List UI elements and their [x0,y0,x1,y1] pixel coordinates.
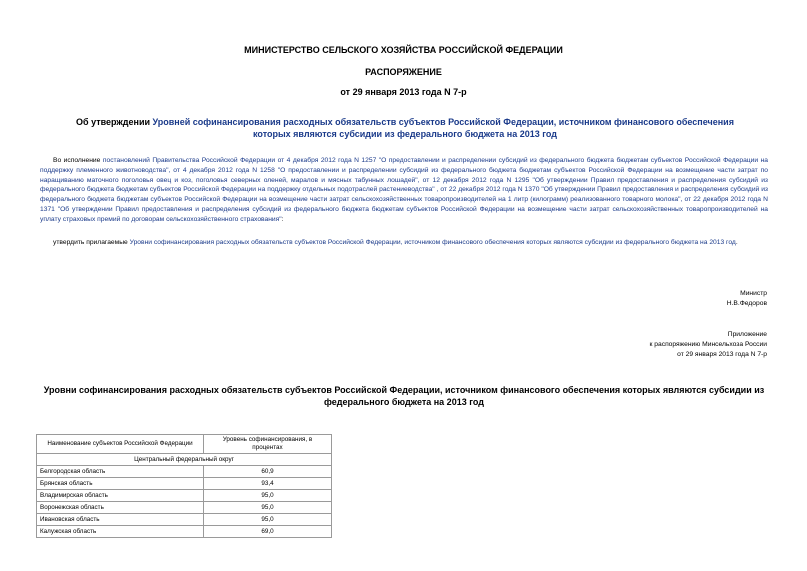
table-row [37,526,332,538]
title-prefix: Об утверждении [76,117,153,127]
appendix-label: Приложение [727,331,767,338]
appendix-ref: к распоряжению Минсельхоза России [649,341,767,348]
cofinancing-value: 69,0 [204,526,332,538]
column-header-name: Наименование субъектов Российской Федерации [37,435,204,454]
region-name: Владимирская область [37,490,204,502]
resolution-start: утвердить прилагаемые [53,239,130,246]
signature-block [727,289,767,309]
document-date: от 29 января 2013 года N 7-р [340,87,467,97]
levels-link[interactable]: Уровни софинансирования расходных обязательств субъектов Российской Федерации, источником финансового обеспечения которых являются субсидии из федерального бюджета на 2013 год [129,239,736,246]
table-row [37,514,332,526]
region-name: Ивановская область [37,514,204,526]
cofinancing-value: 60,9 [204,466,332,478]
resolution-paragraph [40,238,768,248]
preamble-paragraph [40,156,768,225]
cofinancing-value: 93,4 [204,478,332,490]
cofinancing-value: 95,0 [204,514,332,526]
cofinancing-value: 95,0 [204,502,332,514]
table-row [37,478,332,490]
document-type: РАСПОРЯЖЕНИЕ [365,67,442,77]
table-row [37,490,332,502]
table-group-row [37,454,332,466]
signer-name: Н.В.Федоров [726,300,767,307]
appendix-header [650,330,768,360]
cofinancing-value: 95,0 [204,490,332,502]
resolution-end: . [735,239,738,246]
decrees-link[interactable]: постановлений Правительства Российской Федерации от 4 декабря 2012 года N 1257 "О предоставлении и распределении субсидий из федерального бюджета бюджетам субъектов Российской Федерации на поддержку племенного животноводства", от 4 декабря 2012 года N 1258 "О предоставлении и распределении субсидий из федерального бюджета бюджетам субъектов Российской Федерации на возмещение части затрат по наращиванию маточного поголовья овец и коз, поголовья северных оленей, маралов и мясных табунных лошадей", от 12 декабря 2012 года N 1295 "Об утверждении Правил предоставления и распределения субсидий из федерального бюджета бюджетам субъектов Российской Федерации на поддержку отдельных подотраслей растениеводства" , от 22 декабря 2012 года N 1370 "Об утверждении Правил предоставления и распределения субсидий из федерального бюджета бюджетам субъектов Российской Федерации на возмещение части затрат сельскохозяйственных товаропроизводителей на 1 литр (килограмм) реализованного товарного молока", от 22 декабря 2012 года N 1371 "Об утверждении Правил предоставления и распределения субсидий из федерального бюджета бюджетам субъектов Российской Федерации на возмещение части затрат сельскохозяйственных товаропроизводителей на уплату страховых премий по договорам сельскохозяйственного страхования" [40,157,768,223]
federal-district-label: Центральный федеральный округ [37,454,332,466]
appendix-date: от 29 января 2013 года N 7-р [677,351,767,358]
cofinancing-table [36,434,332,538]
table-row [37,502,332,514]
column-header-level: Уровень софинансирования, в процентах [204,435,332,454]
ministry-name: МИНИСТЕРСТВО СЕЛЬСКОГО ХОЗЯЙСТВА РОССИЙСКОЙ ФЕДЕРАЦИИ [244,45,563,55]
title-link[interactable]: Уровней софинансирования расходных обязательств субъектов Российской Федерации, источником финансового обеспечения которых являются субсидии из федерального бюджета на 2013 год [152,117,734,139]
signer-role: Министр [740,290,767,297]
preamble-start: Во исполнение [53,157,103,164]
region-name: Белгородская область [37,466,204,478]
table-row [37,466,332,478]
region-name: Калужская область [37,526,204,538]
table-header-row [37,435,332,454]
region-name: Брянская область [37,478,204,490]
region-name: Воронежская область [37,502,204,514]
preamble-end: : [281,215,284,223]
document-title [60,116,750,140]
appendix-title: Уровни софинансирования расходных обязательств субъектов Российской Федерации, источником финансового обеспечения которых являются субсидии из федерального бюджета на 2013 год [43,385,765,407]
